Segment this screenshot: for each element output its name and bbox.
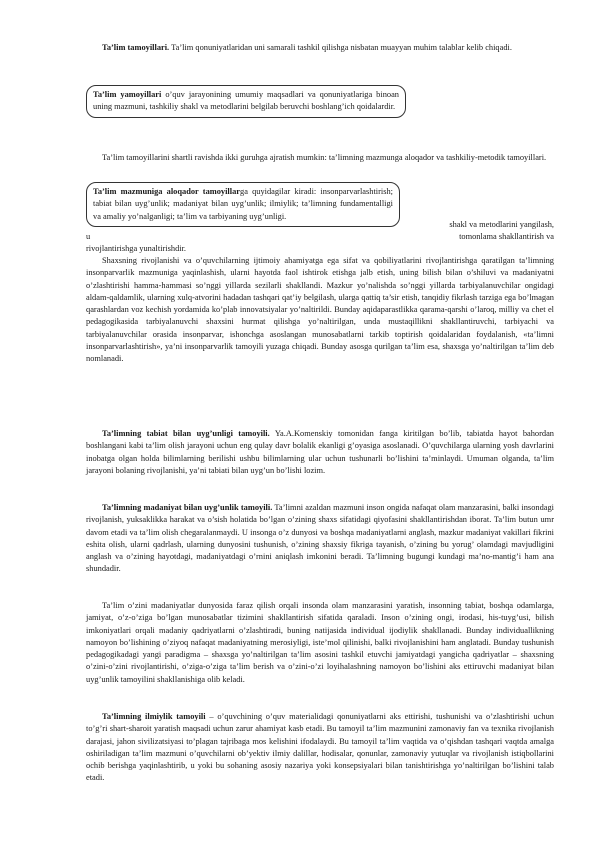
partial-line-3: rivojlantirishga yunaltirishdir. <box>86 244 187 253</box>
intro-paragraph: Ta’lim tamoyillari. Ta’lim qonuniyatlaridan uni samarali tashkil qilishga nisbatan muayyan muhim talablar kelib chiqadi. <box>102 43 512 52</box>
partial-line-2: tomonlama shakllantirish va <box>459 232 554 241</box>
heading-inline: Ta’lim tamoyillari. <box>102 43 170 52</box>
definition-box: Ta’lim yamoyillari o’quv jarayonining umumiy maqsadlari va qonuniyatlariga binoan uning mazmuni, tashkiliy shakl va metodlarini belgilab beruvchi boshlang’ich qoidalardir. <box>86 85 406 118</box>
culture-principle-paragraph: Ta’limning madaniyat bilan uyg’unlik tamoyili. Ta’limni azaldan mazmuni inson ongida nafaqat olam manzarasini, balki insondagi rivojlanish, yuksaklikka harakat va o’sish holatida bo’lgan o’zining shaxs sifatidagi qiyofasini shakllantirishdan iborat. Ta’lim butun umr davom etadi va ta’lim olish chegaralanmaydi. U insonga o’z dunyosi va boshqa madaniyatlarni anglash, mazkur madaniyat vakillari fikrini eshita olish, ularni qadrlash, ularning dunyosini tushunish, o’zining shaxsiy fikriga tayanish, o’zining bu yorug’ olamdagi mavjudligini anglash va o’zining hayotdagi, madaniyatdagi o’rnini aniqlash imkonini beradi. Ta’limning bugungi kundagi ma’no-mantig’i ham ana shundadir. <box>86 503 554 574</box>
culture-world-paragraph: Ta’lim o’zini madaniyatlar dunyosida faraz qilish orqali insonda olam manzarasini yaratish, insonning tabiat, boshqa odamlarga, jamiyat, o’z-o’ziga bo’lgan munosabatlar tizimini shakllantirish sifatida qaraladi. Inson o’zining ongi, irodasi, his-tuyg’usi, bilish imkoniyatlari orqali madaniy qadriyatlarni o’zlashtiradi, buning natijasida individual ijodiylik shakllanadi. Bunday individuallikning namoyon bo’lishining o’ziyoq nafaqat madaniyatning merosiyligi, iste’mol qilinishi, balki rivojlanishini ham anglatadi. Bunday tushunish pedagogikadagi yangi paradigma – shaxsga yo’naltirilgan ta’lim asosini tashkil etuvchi jamiyatdagi yangicha qadriyatlar – shaxsning o’zini-o’zini rivojlantirishi, o’ziga-o’ziga ta’lim berish va o’zini-o’zi loyihalashning namoyon bo’lishini aks ettiruvchi madaniyat bilan uyg’unlik tamoyilini shakllanishiga olib keladi. <box>86 601 554 684</box>
scientific-principle-paragraph: Ta’limning ilmiylik tamoyili – o’quvchining o’quv materialidagi qonuniyatlarni aks ettirishi, tushunishi va o’zlashtirishi uchun to’g’ri shart-sharoit yaratish maqsadi uchun zarur ahamiyat kasb etadi. Bu tamoyil ta’lim mazmunini zamonaviy fan va texnika rivojlanish darajasi, jahon sivilizatsiyasi to’plagan tajribaga mos kelishini ifodalaydi. Bu tamoyil ta’lim vaqtida va o’qishdan tashqari vaqtda amalga oshiriladigan ta’lim mazmuni o’quvchilarni ob’yektiv ilmiy dalillar, hodisalar, qonunlar, zamonaviy yutuqlar va rivojlanish istiqbollarini ochib berishga yaqinlashtirib, u yoki bu sohaning asosiy nazariya yoki konsepsiyalari bilan tanishtirishga yo’naltirilgan bo’lishini talab etadi. <box>86 712 554 783</box>
partial-line-2-left: u <box>86 232 91 241</box>
partial-line-1: shakl va metodlarini yangilash, <box>449 220 554 229</box>
groups-paragraph: Ta’lim tamoyillarini shartli ravishda ikki guruhga ajratish mumkin: ta’limning mazmunga aloqador va tashkiliy-metodik tamoyillari. <box>102 153 547 162</box>
nature-principle-paragraph: Ta’limning tabiat bilan uyg’unligi tamoyili. Ya.A.Komenskiy tomonidan fanga kiritilgan bo’lib, tabiatda hayot bahordan boshlangani kabi ta’lim olish jarayoni uchun eng qulay davr bolalik ekanligi g’oyasiga asoslanadi. O’quvchilarga ularning yosh davrlarini inobatga olgan holda bilimlarning berilishi ushbu bilimlarning ular uchun tushunarli bo’lishini ta’minlaydi. Umuman olganda, ta’lim jarayoni bolaning rivojlanishi, ya’ni tabiati bilan uyg’un bo’lishi lozim. <box>86 429 554 475</box>
content-principles-box: Ta’lim mazmuniga aloqador tamoyillarga quyidagilar kiradi: insonparvarlashtirish; tabiat bilan uyg’unlik; madaniyat bilan uyg’unlik; ilmiylik; ta’limning fundamentalligi va amaliy yo’nalganligi; ta’lim va tarbiyaning uyg’unligi. <box>86 182 400 227</box>
humanization-paragraph: Shaxsning rivojlanishi va o’quvchilarning ijtimoiy ahamiyatga ega sifat va qobiliyatlarini rivojlantirishga qaratilgan ta’limning insonparvarlik mazmuniga yaqinlashish, ularni hayotda faol ishtirok etishga jalb etish, uning bilish bilan o’shiluvi va madaniyatni o’zlashtirishi hamma-hammasi so’nggi yillarda sezilarli shakllandi. Mazkur yo’nalishda so’nggi yillarda tarbiyalanuvchilar ongidagi aldam-qaldamlik, ularning xulq-atvorini hadadan tashqari qat’iy belgilash, ularga qattiq ta’sir etish, tanqidiy fikrlash tarziga ega bo’lmagan qarashlardan voz kechish yordamida ko’plab innovatsiyalar yo’naltirildi. Bunday aqidaparastlikka qarama-qarshi o’laroq, milliy va chet el pedagogikasida tarbiyalanuvchi shaxsini hurmat qilishga yo’naltirilgan, unda mustaqillikni shakllantiruvchi, tarbiyachi va tarbiyalanuvchilar orasida insonparvar, ishonchga asoslangan munosabatlarni tarkib toptirish qoidalaridan foydalanish, «ta’limni insonparvarlashtirish», ya’ni insonparvarlik tamoyili yuzaga chiqadi. Bunday asosga qurilgan ta’lim esa, shaxsga yo’naltirilgan ta’lim deb nomlanadi. <box>86 256 554 364</box>
